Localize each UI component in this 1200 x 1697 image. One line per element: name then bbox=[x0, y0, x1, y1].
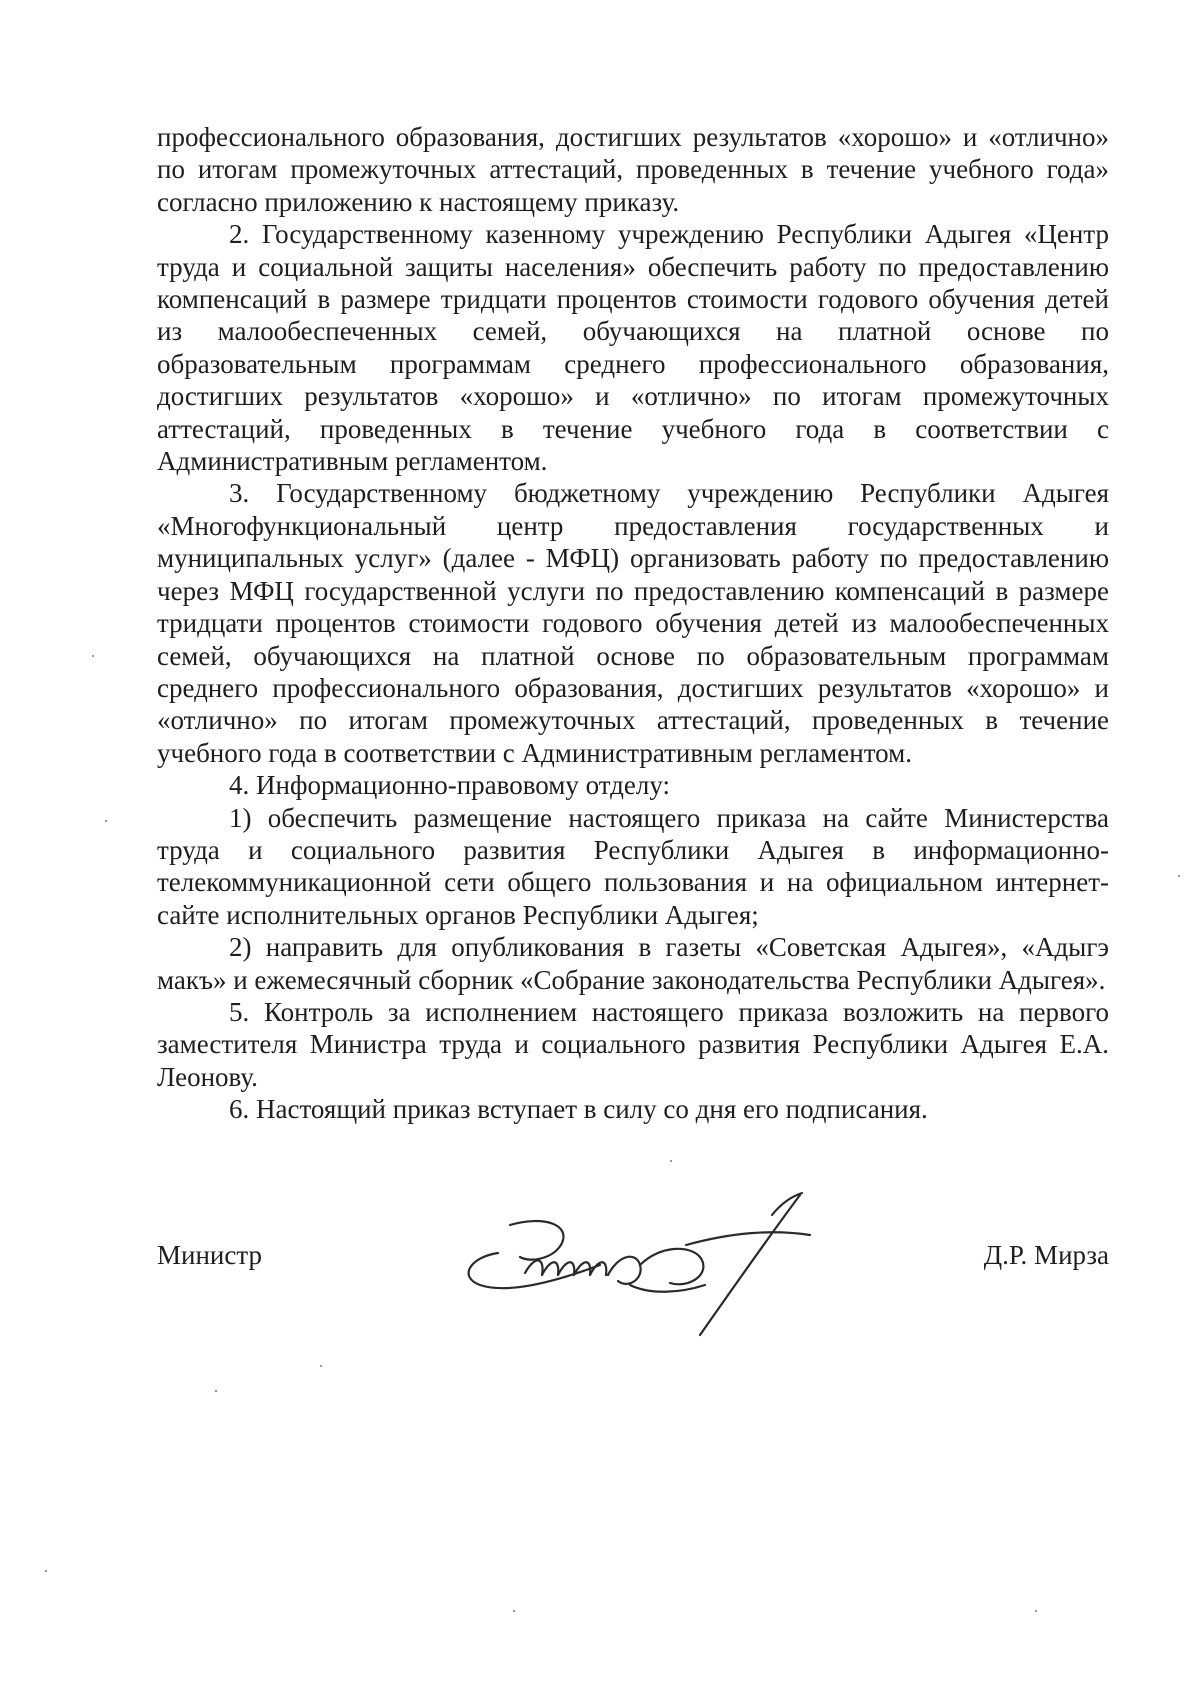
paragraph-item-2: 2. Государственному казенному учреждению Республики Адыгея «Центр труда и социальной защиты населения» обеспечить работу по предоставлению компенсаций в размере тридцати процентов стоимости годового обучения детей из малообеспеченных семей, обучающихся на платной основе по образовательным программам среднего профессионального образования, достигших результатов «хорошо» и «отлично» по итогам промежуточных аттестаций, проведенных в течение учебного года в соответствии с Административным регламентом. bbox=[157, 219, 1109, 477]
paragraph-item-5: 5. Контроль за исполнением настоящего приказа возложить на первого заместителя Министра труда и социального развития Республики Адыгея Е.А. Леонову. bbox=[157, 996, 1109, 1092]
paragraph-item-4-2: 2) направить для опубликования в газеты «Советская Адыгея», «Адыгэ макъ» и ежемесячный сборник «Собрание законодательства Республики Адыгея». bbox=[157, 932, 1109, 995]
scan-speck bbox=[92, 655, 94, 657]
scan-speck bbox=[215, 1390, 217, 1392]
paragraph-item-4: 4. Информационно-правовому отделу: bbox=[229, 770, 671, 801]
paragraph-item-6: 6. Настоящий приказ вступает в силу со дня его подписания. bbox=[229, 1094, 928, 1125]
scan-speck bbox=[45, 1570, 47, 1572]
scan-speck bbox=[670, 1160, 672, 1162]
handwritten-signature bbox=[450, 1185, 870, 1355]
order-body-text bbox=[157, 121, 1109, 1126]
scan-speck bbox=[320, 1365, 322, 1367]
signer-title: Министр bbox=[157, 1240, 262, 1270]
scan-speck bbox=[1035, 1610, 1037, 1612]
paragraph-item-3: 3. Государственному бюджетному учреждению Республики Адыгея «Многофункциональный центр предоставления государственных и муниципальных услуг» (далее - МФЦ) организовать работу по предоставлению через МФЦ государственной услуги по предоставлению компенсаций в размере тридцати процентов стоимости годового обучения детей из малообеспеченных семей, обучающихся на платной основе по образовательным программам среднего профессионального образования, достигших результатов «хорошо» и «отлично» по итогам промежуточных аттестаций, проведенных в течение учебного года в соответствии с Административным регламентом. bbox=[157, 478, 1109, 768]
scan-speck bbox=[105, 820, 107, 822]
scan-speck bbox=[1178, 875, 1180, 877]
paragraph-continuation: профессионального образования, достигших результатов «хорошо» и «отлично» по итогам промежуточных аттестаций, проведенных в течение учебного года» согласно приложению к настоящему приказу. bbox=[157, 122, 1109, 217]
scan-speck bbox=[513, 1610, 515, 1612]
signer-name: Д.Р. Мирза bbox=[983, 1240, 1109, 1270]
paragraph-item-4-1: 1) обеспечить размещение настоящего приказа на сайте Министерства труда и социального развития Республики Адыгея в информационно-телекоммуникационной сети общего пользования и на официальном интернет-сайте исполнительных органов Республики Адыгея; bbox=[157, 802, 1109, 930]
